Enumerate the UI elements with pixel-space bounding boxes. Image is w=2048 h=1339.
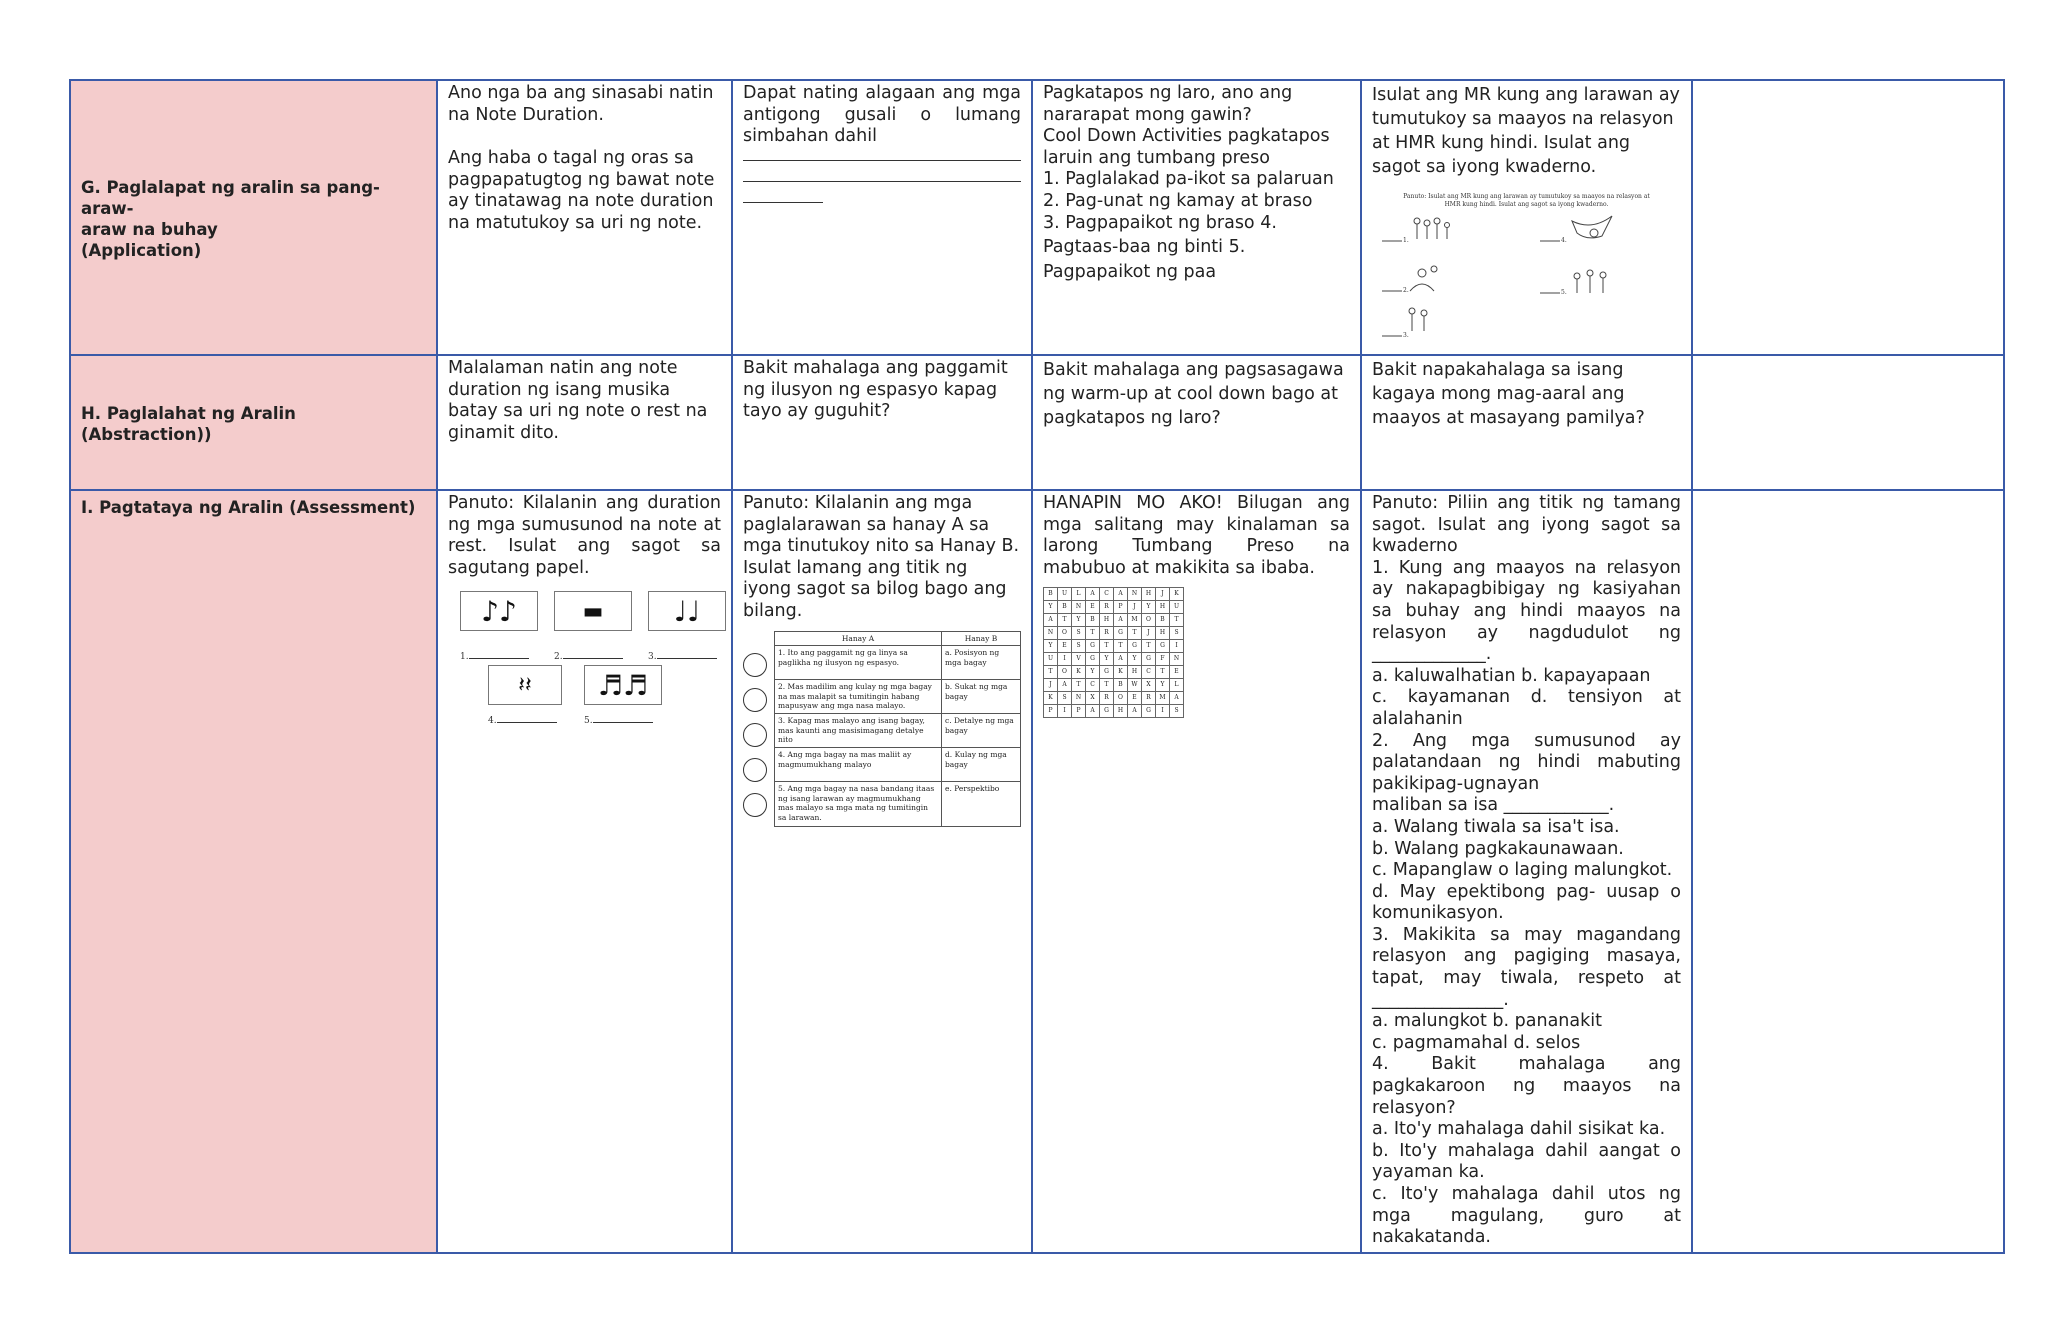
quiz-line: b. Ito'y mahalaga dahil aangat o yayaman ka. <box>1372 1140 1681 1183</box>
cell-application-arts <box>732 80 1032 355</box>
word-search-cell: L <box>1072 588 1086 601</box>
word-search-cell: E <box>1170 666 1184 679</box>
hanay-a-item: 2. Mas madilim ang kulay ng mga bagay na mas malapit sa tumitingin habang mapusyaw ang mga nasa malayo. <box>775 680 942 714</box>
word-search-cell: G <box>1142 653 1156 666</box>
figure-label: 4. <box>1561 237 1567 244</box>
quiz-block <box>1372 493 1681 1249</box>
text-block: Ano nga ba ang sinasabi natin na Note Duration. <box>448 83 714 125</box>
row-abstraction <box>70 355 2004 490</box>
word-search-cell: S <box>1072 640 1086 653</box>
answer-circle <box>743 793 767 817</box>
cell-assessment-esp <box>1361 490 1692 1253</box>
header-line: I. Pagtataya ng Aralin (Assessment) <box>81 498 416 517</box>
word-search-cell: G <box>1114 627 1128 640</box>
header-line: G. Paglalapat ng aralin sa pang-araw- <box>81 177 380 218</box>
word-search-cell: H <box>1156 627 1170 640</box>
note-label: 4. <box>488 716 497 727</box>
word-search-cell: E <box>1086 601 1100 614</box>
word-search-cell: I <box>1156 705 1170 718</box>
word-search-cell: G <box>1086 640 1100 653</box>
word-search-cell: N <box>1170 653 1184 666</box>
text-block: Ang haba o tagal ng oras sa pagpapatugtog ng bawat note ay tinatawag na note duration na matutukoy sa uri ng note. <box>448 148 715 233</box>
word-search-cell: E <box>1128 692 1142 705</box>
text-line: Pagkatapos ng laro, ano ang nararapat mong gawin? <box>1043 83 1293 125</box>
word-search-cell: S <box>1058 692 1072 705</box>
cell-assessment-music <box>437 490 732 1253</box>
answer-line <box>743 169 1021 182</box>
word-search-cell: J <box>1128 601 1142 614</box>
quiz-line: 3. Makikita sa may magandang relasyon ang pagiging masaya, tapat, may tiwala, respeto at _______________. <box>1372 924 1681 1010</box>
figure-label: 5. <box>1561 289 1567 296</box>
word-search-cell: U <box>1170 601 1184 614</box>
text-line: Cool Down Activities pagkatapos laruin ang tumbang preso <box>1043 126 1330 168</box>
header-line: araw na buhay <box>81 219 218 239</box>
word-search-cell: K <box>1170 588 1184 601</box>
cell-application-pe <box>1032 80 1361 355</box>
note-duration-figure <box>448 591 721 727</box>
word-search-cell: U <box>1044 653 1058 666</box>
answer-circle <box>743 688 767 712</box>
word-search-cell: R <box>1100 692 1114 705</box>
word-search-cell: J <box>1142 627 1156 640</box>
text-line: 2. Pag-unat ng kamay at braso <box>1043 190 1313 211</box>
word-search-cell: A <box>1086 705 1100 718</box>
text-line: Pagtaas-baa ng binti 5. <box>1043 237 1246 258</box>
word-search-cell: C <box>1100 588 1114 601</box>
header-line: H. Paglalahat ng Aralin <box>81 403 296 423</box>
text-block: Dapat nating alagaan ang mga antigong gusali o lumang simbahan dahil <box>743 83 1021 147</box>
quiz-line: c. Mapanglaw o laging malungkot. <box>1372 860 1673 881</box>
cell-abstraction-pe <box>1032 355 1361 490</box>
word-search-row <box>1044 705 1184 718</box>
text-line: Pagpapaikot ng paa <box>1043 261 1217 282</box>
text-block: Bakit mahalaga ang pagsasagawa ng warm-up at cool down bago at pagkatapos ng laro? <box>1043 360 1344 428</box>
word-search-cell: H <box>1100 614 1114 627</box>
answer-circle <box>743 758 767 782</box>
cell-abstraction-music <box>437 355 732 490</box>
word-search-cell: M <box>1156 692 1170 705</box>
word-search-cell: Y <box>1044 601 1058 614</box>
cell-empty <box>1692 490 2004 1253</box>
text-block: Panuto: Kilalanin ang duration ng mga sumusunod na note at rest. Isulat ang sagot sa sagutang papel. <box>448 493 721 578</box>
cell-assessment-arts <box>732 490 1032 1253</box>
quiz-line: a. Ito'y mahalaga dahil sisikat ka. <box>1372 1119 1666 1140</box>
hanay-b-item: d. Kulay ng mga bagay <box>942 748 1021 782</box>
word-search-cell: Y <box>1156 679 1170 692</box>
word-search-cell: M <box>1128 614 1142 627</box>
text-block: Bakit mahalaga ang paggamit ng ilusyon ng espasyo kapag tayo ay guguhit? <box>743 358 1008 422</box>
lesson-plan-table <box>69 79 2005 1254</box>
eighth-notes-icon: ♪♪ <box>460 591 538 631</box>
column-head: Hanay A <box>775 631 942 646</box>
word-search-cell: J <box>1044 679 1058 692</box>
word-search-cell: B <box>1086 614 1100 627</box>
word-search-cell: X <box>1086 692 1100 705</box>
hanay-a-item: 3. Kapag mas malayo ang isang bagay, mas kaunti ang masisimagang detalye nito <box>775 714 942 748</box>
word-search-cell: A <box>1128 705 1142 718</box>
word-search-cell: T <box>1156 666 1170 679</box>
figure-caption: Panuto: Isulat ang MR kung ang larawan ay tumutukoy sa maayos na relasyon at <box>1403 193 1650 200</box>
word-search-cell: I <box>1170 640 1184 653</box>
note-label: 5. <box>584 716 593 727</box>
word-search-cell: Y <box>1128 653 1142 666</box>
word-search-cell: T <box>1128 627 1142 640</box>
word-search-cell: T <box>1170 614 1184 627</box>
word-search-cell: H <box>1156 601 1170 614</box>
cell-empty <box>1692 355 2004 490</box>
family-illustrations <box>1372 211 1672 341</box>
word-search-cell: B <box>1114 679 1128 692</box>
word-search-cell: K <box>1114 666 1128 679</box>
word-search-cell: C <box>1142 666 1156 679</box>
word-search-row <box>1044 679 1184 692</box>
word-search-cell: R <box>1142 692 1156 705</box>
word-search-cell: K <box>1072 666 1086 679</box>
quiz-line: a. kaluwalhatian b. kapayapaan <box>1372 665 1651 686</box>
cell-application-esp <box>1361 80 1692 355</box>
figure-label: 3. <box>1403 332 1409 339</box>
cell-application-music <box>437 80 732 355</box>
word-search-cell: N <box>1072 692 1086 705</box>
quarter-rests-icon: 𝄽𝄽 <box>488 665 562 705</box>
figure-label: 2. <box>1403 287 1409 294</box>
cell-assessment-pe <box>1032 490 1361 1253</box>
word-search-row <box>1044 627 1184 640</box>
word-search-cell: R <box>1100 627 1114 640</box>
note-label: 3. <box>648 652 657 663</box>
word-search-cell: H <box>1114 705 1128 718</box>
word-search-cell: A <box>1114 653 1128 666</box>
word-search-cell: T <box>1072 679 1086 692</box>
word-search-cell: S <box>1072 627 1086 640</box>
text-block: Panuto: Kilalanin ang mga paglalarawan sa hanay A sa mga tinutukoy nito sa Hanay B. Isulat lamang ang titik ng iyong sagot sa bilog bago ang bilang. <box>743 493 1020 621</box>
answer-circle <box>743 653 767 677</box>
row-application <box>70 80 2004 355</box>
quiz-line: b. Walang pagkakaunawaan. <box>1372 838 1624 859</box>
word-search-row <box>1044 601 1184 614</box>
word-search-cell: T <box>1100 640 1114 653</box>
header-line: (Application) <box>81 240 202 260</box>
word-search-cell: T <box>1100 679 1114 692</box>
answer-circle <box>743 723 767 747</box>
word-search-row <box>1044 588 1184 601</box>
figure-caption: HMR kung hindi. Isulat ang sagot sa iyong kwaderno. <box>1444 201 1609 208</box>
word-search-cell: I <box>1058 653 1072 666</box>
word-search-cell: W <box>1128 679 1142 692</box>
quarter-notes-icon: ♩♩ <box>648 591 726 631</box>
quiz-line: Panuto: Piliin ang titik ng tamang sagot. Isulat ang iyong sagot sa kwaderno <box>1372 493 1681 557</box>
word-search-cell: Y <box>1100 653 1114 666</box>
hanay-b-item: b. Sukat ng mga bagay <box>942 680 1021 714</box>
word-search-cell: G <box>1156 640 1170 653</box>
hanay-a-item: 5. Ang mga bagay na nasa bandang itaas ng isang larawan ay magmumukhang mas malayo sa mga mata ng tumitingin sa larawan. <box>775 782 942 827</box>
word-search-cell: A <box>1114 588 1128 601</box>
answer-line <box>743 148 1021 161</box>
word-search-cell: N <box>1072 601 1086 614</box>
word-search-row <box>1044 640 1184 653</box>
word-search-cell: E <box>1058 640 1072 653</box>
quiz-line: 4. Bakit mahalaga ang pagkakaroon ng maayos na relasyon? <box>1372 1054 1681 1118</box>
quiz-line: maliban sa isa ____________. <box>1372 795 1615 816</box>
word-search-cell: O <box>1114 692 1128 705</box>
word-search-cell: G <box>1086 653 1100 666</box>
word-search-cell: X <box>1142 679 1156 692</box>
quiz-line: c. kayamanan d. tensiyon at alalahanin <box>1372 687 1681 729</box>
text-block: Isulat ang MR kung ang larawan ay tumutukoy sa maayos na relasyon at HMR kung hindi. Isulat ang sagot sa iyong kwaderno. <box>1372 85 1680 177</box>
word-search-row <box>1044 653 1184 666</box>
half-rest-icon: ▬ <box>554 591 632 631</box>
word-search-cell: H <box>1128 666 1142 679</box>
word-search-cell: Y <box>1086 666 1100 679</box>
answer-line <box>743 190 823 203</box>
word-search-cell: N <box>1128 588 1142 601</box>
word-search-cell: T <box>1044 666 1058 679</box>
word-search-cell: K <box>1044 692 1058 705</box>
matching-type-figure <box>743 631 1021 828</box>
text-line: 3. Pagpapaikot ng braso 4. <box>1043 212 1277 233</box>
quiz-line: a. Walang tiwala sa isa't isa. <box>1372 816 1620 837</box>
word-search-cell: G <box>1100 705 1114 718</box>
hanay-b-item: e. Perspektibo <box>942 782 1021 827</box>
hanay-b-item: c. Detalye ng mga bagay <box>942 714 1021 748</box>
cell-empty <box>1692 80 2004 355</box>
word-search-cell: R <box>1100 601 1114 614</box>
column-head: Hanay B <box>942 631 1021 646</box>
word-search-row <box>1044 666 1184 679</box>
hanay-a-item: 4. Ang mga bagay na mas maliit ay magmumukhang malayo <box>775 748 942 782</box>
matching-table <box>774 631 1021 828</box>
word-search-cell: G <box>1142 705 1156 718</box>
word-search-cell: J <box>1156 588 1170 601</box>
text-block: HANAPIN MO AKO! Bilugan ang mga salitang may kinalaman sa larong Tumbang Preso na mabubuo at makikita sa ibaba. <box>1043 493 1350 578</box>
word-search-cell: P <box>1114 601 1128 614</box>
word-search-cell: B <box>1058 601 1072 614</box>
note-label: 2. <box>554 652 563 663</box>
word-search-cell: A <box>1044 614 1058 627</box>
quiz-line: a. malungkot b. pananakit <box>1372 1011 1602 1032</box>
word-search-cell: Y <box>1044 640 1058 653</box>
word-search-cell: F <box>1156 653 1170 666</box>
word-search-cell: S <box>1170 627 1184 640</box>
family-pictures-figure <box>1372 193 1681 343</box>
quiz-line: 2. Ang mga sumusunod ay palatandaan ng hindi mabuting pakikipag-ugnayan <box>1372 730 1681 794</box>
word-search-cell: P <box>1044 705 1058 718</box>
row-header-assessment <box>70 490 437 1253</box>
row-header-application <box>70 80 437 355</box>
word-search-cell: V <box>1072 653 1086 666</box>
word-search-cell: A <box>1086 588 1100 601</box>
quiz-line: 1. Kung ang maayos na relasyon ay nakapagbibigay ng kasiyahan sa buhay ang hindi maayos na relasyon ay nagdudulot ng _____________. <box>1372 557 1681 665</box>
word-search-cell: N <box>1044 627 1058 640</box>
word-search-row <box>1044 614 1184 627</box>
word-search-cell: O <box>1058 666 1072 679</box>
text-block: Bakit napakahalaga sa isang kagaya mong mag-aaral ang maayos at masayang pamilya? <box>1372 360 1645 428</box>
row-header-abstraction <box>70 355 437 490</box>
sixteenth-notes-icon: ♬♬ <box>584 665 662 705</box>
hanay-a-item: 1. Ito ang paggamit ng ga linya sa paglikha ng ilusyon ng espasyo. <box>775 646 942 680</box>
word-search-cell: C <box>1086 679 1100 692</box>
note-label: 1. <box>460 652 469 663</box>
hanay-b-item: a. Posisyon ng mga bagay <box>942 646 1021 680</box>
word-search-cell: T <box>1058 614 1072 627</box>
row-assessment <box>70 490 2004 1253</box>
word-search-cell: Y <box>1072 614 1086 627</box>
word-search-cell: A <box>1058 679 1072 692</box>
word-search-cell: G <box>1100 666 1114 679</box>
word-search-cell: A <box>1114 614 1128 627</box>
word-search-cell: U <box>1058 588 1072 601</box>
text-block: Malalaman natin ang note duration ng isang musika batay sa uri ng note o rest na ginamit dito. <box>448 358 708 443</box>
word-search-cell: L <box>1170 679 1184 692</box>
word-search-cell: O <box>1142 614 1156 627</box>
word-search-cell: S <box>1170 705 1184 718</box>
quiz-line: c. pagmamahal d. selos <box>1372 1032 1581 1053</box>
cell-abstraction-esp <box>1361 355 1692 490</box>
word-search-cell: H <box>1142 588 1156 601</box>
word-search-cell: A <box>1170 692 1184 705</box>
word-search-cell: T <box>1086 627 1100 640</box>
word-search-row <box>1044 692 1184 705</box>
word-search-cell: O <box>1058 627 1072 640</box>
word-search-cell: Y <box>1142 601 1156 614</box>
word-search-cell: P <box>1072 705 1086 718</box>
quiz-line: d. May epektibong pag- uusap o komunikasyon. <box>1372 881 1681 924</box>
quiz-line: c. Ito'y mahalaga dahil utos ng mga magulang, guro at nakakatanda. <box>1372 1184 1681 1248</box>
word-search-cell: G <box>1128 640 1142 653</box>
figure-label: 1. <box>1403 237 1409 244</box>
header-line: (Abstraction)) <box>81 424 212 444</box>
word-search-cell: T <box>1114 640 1128 653</box>
cell-abstraction-arts <box>732 355 1032 490</box>
text-line: 1. Paglalakad pa-ikot sa palaruan <box>1043 169 1334 190</box>
word-search-cell: T <box>1142 640 1156 653</box>
word-search-cell: I <box>1058 705 1072 718</box>
word-search-cell: B <box>1044 588 1058 601</box>
word-search-cell: B <box>1156 614 1170 627</box>
word-search-grid <box>1043 587 1184 718</box>
